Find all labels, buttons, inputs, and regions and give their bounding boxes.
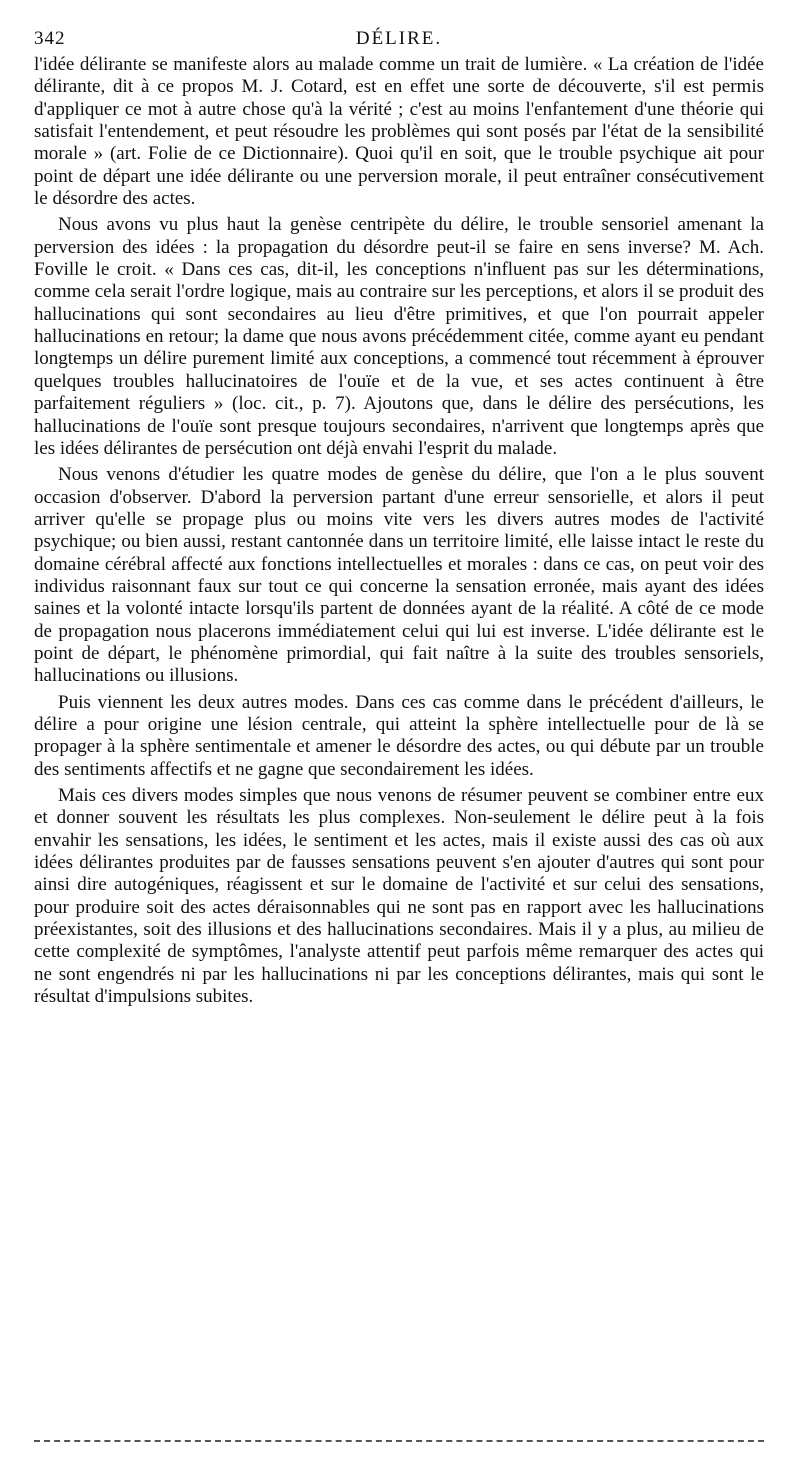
running-title: DÉLIRE. [355,28,443,49]
paragraph-1: l'idée délirante se manifeste alors au malade comme un trait de lumière. « La création de l'idée délirante, dit à ce propos M. J. Cotard, est en effet une sorte de découverte, s'il est permis d'appliquer ce mot à autre chose qu'à la vérité ; c'est au moins l'enfantement d'une théorie qui satisfait l'entendement, et peut résoudre les problèmes qui sont posés par l'état de la sensibilité morale » (art. Folie de ce Dictionnaire). Quoi qu'il en soit, que le trouble psychique ait pour point de départ une idée délirante ou une perversion morale, il peut entraîner consécutivement le désordre des actes. [34,54,764,210]
paragraph-2: Nous avons vu plus haut la genèse centripète du délire, le trouble sensoriel amenant la perversion des idées : la propagation du désordre peut-il se faire en sens inverse? M. Ach. Foville le croit. « Dans ces cas, dit-il, les conceptions n'influent pas sur les déterminations, comme cela serait l'ordre logique, mais au contraire sur les perceptions, et alors il se produit des hallucinations qui sont secondaires au lieu d'être primitives, et que l'on pourrait appeler hallucinations en retour; la dame que nous avons précédemment citée, comme ayant eu pendant longtemps un délire purement limité aux conceptions, a commencé tout récemment à éprouver quelques troubles hallucinatoires de l'ouïe et de la vue, et ses actes continuent à être parfaitement réguliers » (loc. cit., p. 7). Ajoutons que, dans le délire des persécutions, les hallucinations de l'ouïe sont presque toujours secondaires, n'arrivent que longtemps après que les idées délirantes de persécution ont déjà envahi l'esprit du malade. [34,214,764,459]
paragraph-3: Nous venons d'étudier les quatre modes de genèse du délire, que l'on a le plus souvent occasion d'observer. D'abord la perversion partant d'une erreur sensorielle, et alors il peut arriver qu'elle se propage plus ou moins vite vers les divers autres modes de l'activité psychique; ou bien aussi, restant cantonnée dans un territoire limité, elle laisse intact le reste du domaine cérébral affecté aux fonctions intellectuelles et morales : dans ce cas, on peut voir des individus raisonnant faux sur tout ce qui concerne la sensation erronée, mais ayant des idées saines et la volonté intacte lorsqu'ils partent de données ayant de la réalité. A côté de ce mode de propagation nous placerons immédiatement celui qui lui est inverse. L'idée délirante est le point de départ, le phénomène primordial, qui fait naître à la suite des troubles sensoriels, hallucinations ou illusions. [34,464,764,687]
book-page [34,28,764,1008]
footer-dashed-rule [34,1440,764,1442]
page-header [34,28,764,54]
page-number: 342 [34,28,66,49]
paragraph-5: Mais ces divers modes simples que nous venons de résumer peuvent se combiner entre eux et donner souvent les résultats les plus complexes. Non-seulement le délire peut à la fois envahir les sensations, les idées, le sentiment et les actes, mais il existe aussi des cas où aux idées délirantes produites par de fausses sensations peuvent s'en ajouter d'autres qui sont pour ainsi dire autogéniques, réagissent et sur le domaine de l'activité et sur celui des sensations, pour produire soit des actes déraisonnables qui ne sont pas en rapport avec les hallucinations préexistantes, soit des illusions et des hallucinations secondaires. Mais il y a plus, au milieu de cette complexité de symptômes, l'analyste attentif peut parfois même remarquer des actes qui ne sont engendrés ni par les hallucinations ni par les conceptions délirantes, mais qui sont le résultat d'impulsions subites. [34,785,764,1008]
body-text [34,54,764,1008]
paragraph-4: Puis viennent les deux autres modes. Dans ces cas comme dans le précédent d'ailleurs, le délire a pour origine une lésion centrale, qui atteint la sphère intellectuelle pour de là se propager à la sphère sentimentale et amener le désordre des actes, ou qui débute par un trouble des sentiments affectifs et ne gagne que secondairement les idées. [34,691,764,780]
